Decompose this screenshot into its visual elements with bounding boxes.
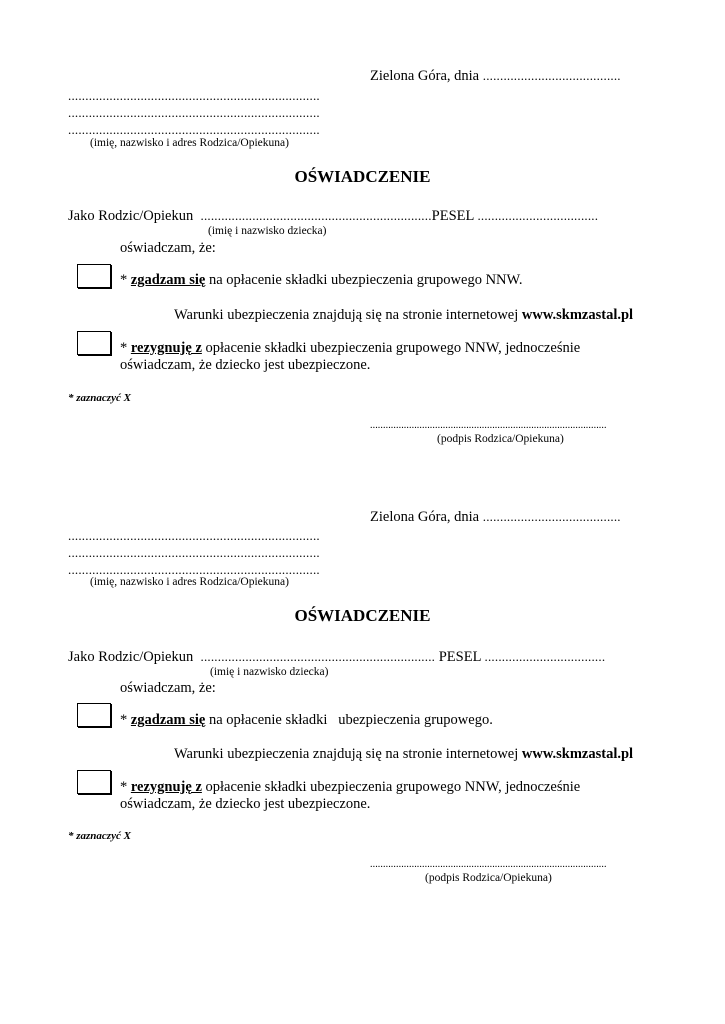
agree-checkbox[interactable] bbox=[77, 264, 111, 288]
address-line-2[interactable]: ......................................................................... bbox=[68, 545, 320, 560]
decline-bold: rezygnuję z bbox=[130, 779, 202, 795]
address-line-2[interactable]: ......................................................................... bbox=[68, 105, 320, 120]
place-date-line bbox=[370, 509, 621, 526]
decline-checkbox[interactable] bbox=[77, 770, 111, 794]
agree-prefix: * bbox=[120, 712, 131, 728]
agree-bold: zgadzam się bbox=[130, 712, 206, 728]
declare-text: oświadczam, że: bbox=[120, 680, 216, 696]
pesel-label: PESEL bbox=[431, 208, 474, 224]
form-title: OŚWIADCZENIE bbox=[294, 606, 431, 625]
decline-line-2: oświadczam, że dziecko jest ubezpieczone. bbox=[120, 796, 371, 812]
form-title: OŚWIADCZENIE bbox=[294, 167, 431, 186]
child-caption: (imię i nazwisko dziecka) bbox=[208, 225, 327, 237]
child-name-field[interactable]: ................................................................... bbox=[200, 208, 432, 223]
signature-field[interactable]: ........................................................................................... bbox=[370, 859, 607, 870]
decline-line-2: oświadczam, że dziecko jest ubezpieczone. bbox=[120, 357, 371, 373]
guardian-label: Jako Rodzic/Opiekun bbox=[68, 649, 194, 665]
declare-text: oświadczam, że: bbox=[120, 240, 216, 256]
guardian-line bbox=[68, 208, 598, 225]
mark-note: * zaznaczyć X bbox=[68, 392, 131, 404]
date-field[interactable]: ........................................ bbox=[482, 509, 621, 524]
signature-caption: (podpis Rodzica/Opiekuna) bbox=[425, 872, 552, 884]
pesel-field[interactable]: ................................... bbox=[477, 208, 599, 223]
address-line-1[interactable]: ......................................................................... bbox=[68, 88, 320, 103]
decline-checkbox[interactable] bbox=[77, 331, 111, 355]
decline-bold: rezygnuję z bbox=[130, 340, 202, 356]
signature-caption: (podpis Rodzica/Opiekuna) bbox=[437, 433, 564, 445]
agree-line bbox=[120, 712, 493, 729]
child-name-field[interactable]: .................................................................... bbox=[200, 649, 436, 664]
pesel-label: PESEL bbox=[438, 649, 481, 665]
agree-checkbox[interactable] bbox=[77, 703, 111, 727]
terms-line bbox=[174, 746, 633, 763]
decline-line bbox=[120, 779, 580, 796]
decline-line bbox=[120, 340, 580, 357]
address-caption: (imię, nazwisko i adres Rodzica/Opiekuna) bbox=[90, 576, 289, 588]
guardian-label: Jako Rodzic/Opiekun bbox=[68, 208, 194, 224]
terms-text: Warunki ubezpieczenia znajdują się na stronie internetowej bbox=[174, 307, 522, 323]
agree-rest: na opłacenie składki ubezpieczenia grupowego NNW. bbox=[205, 272, 523, 288]
terms-text: Warunki ubezpieczenia znajdują się na stronie internetowej bbox=[174, 746, 522, 762]
address-line-3[interactable]: ......................................................................... bbox=[68, 562, 320, 577]
agree-line bbox=[120, 272, 523, 289]
terms-line bbox=[174, 307, 633, 324]
place-date-label: Zielona Góra, dnia bbox=[370, 509, 480, 525]
place-date-label: Zielona Góra, dnia bbox=[370, 68, 480, 84]
place-date-line bbox=[370, 68, 621, 85]
signature-field[interactable]: ........................................................................................... bbox=[370, 420, 607, 431]
decline-prefix: * bbox=[120, 340, 131, 356]
decline-rest: opłacenie składki ubezpieczenia grupowego NNW, jednocześnie bbox=[201, 340, 581, 356]
decline-rest: opłacenie składki ubezpieczenia grupowego NNW, jednocześnie bbox=[201, 779, 581, 795]
guardian-line bbox=[68, 649, 605, 666]
mark-note: * zaznaczyć X bbox=[68, 830, 131, 842]
terms-url-link[interactable]: www.skmzastal.pl bbox=[521, 307, 634, 323]
child-caption: (imię i nazwisko dziecka) bbox=[210, 666, 329, 678]
agree-bold: zgadzam się bbox=[130, 272, 206, 288]
address-caption: (imię, nazwisko i adres Rodzica/Opiekuna) bbox=[90, 137, 289, 149]
date-field[interactable]: ........................................ bbox=[482, 68, 621, 83]
agree-prefix: * bbox=[120, 272, 131, 288]
agree-rest: na opłacenie składki ubezpieczenia grupowego. bbox=[205, 712, 493, 728]
pesel-field[interactable]: ................................... bbox=[484, 649, 606, 664]
decline-prefix: * bbox=[120, 779, 131, 795]
terms-url-link[interactable]: www.skmzastal.pl bbox=[521, 746, 634, 762]
address-line-3[interactable]: ......................................................................... bbox=[68, 122, 320, 137]
address-line-1[interactable]: ......................................................................... bbox=[68, 528, 320, 543]
